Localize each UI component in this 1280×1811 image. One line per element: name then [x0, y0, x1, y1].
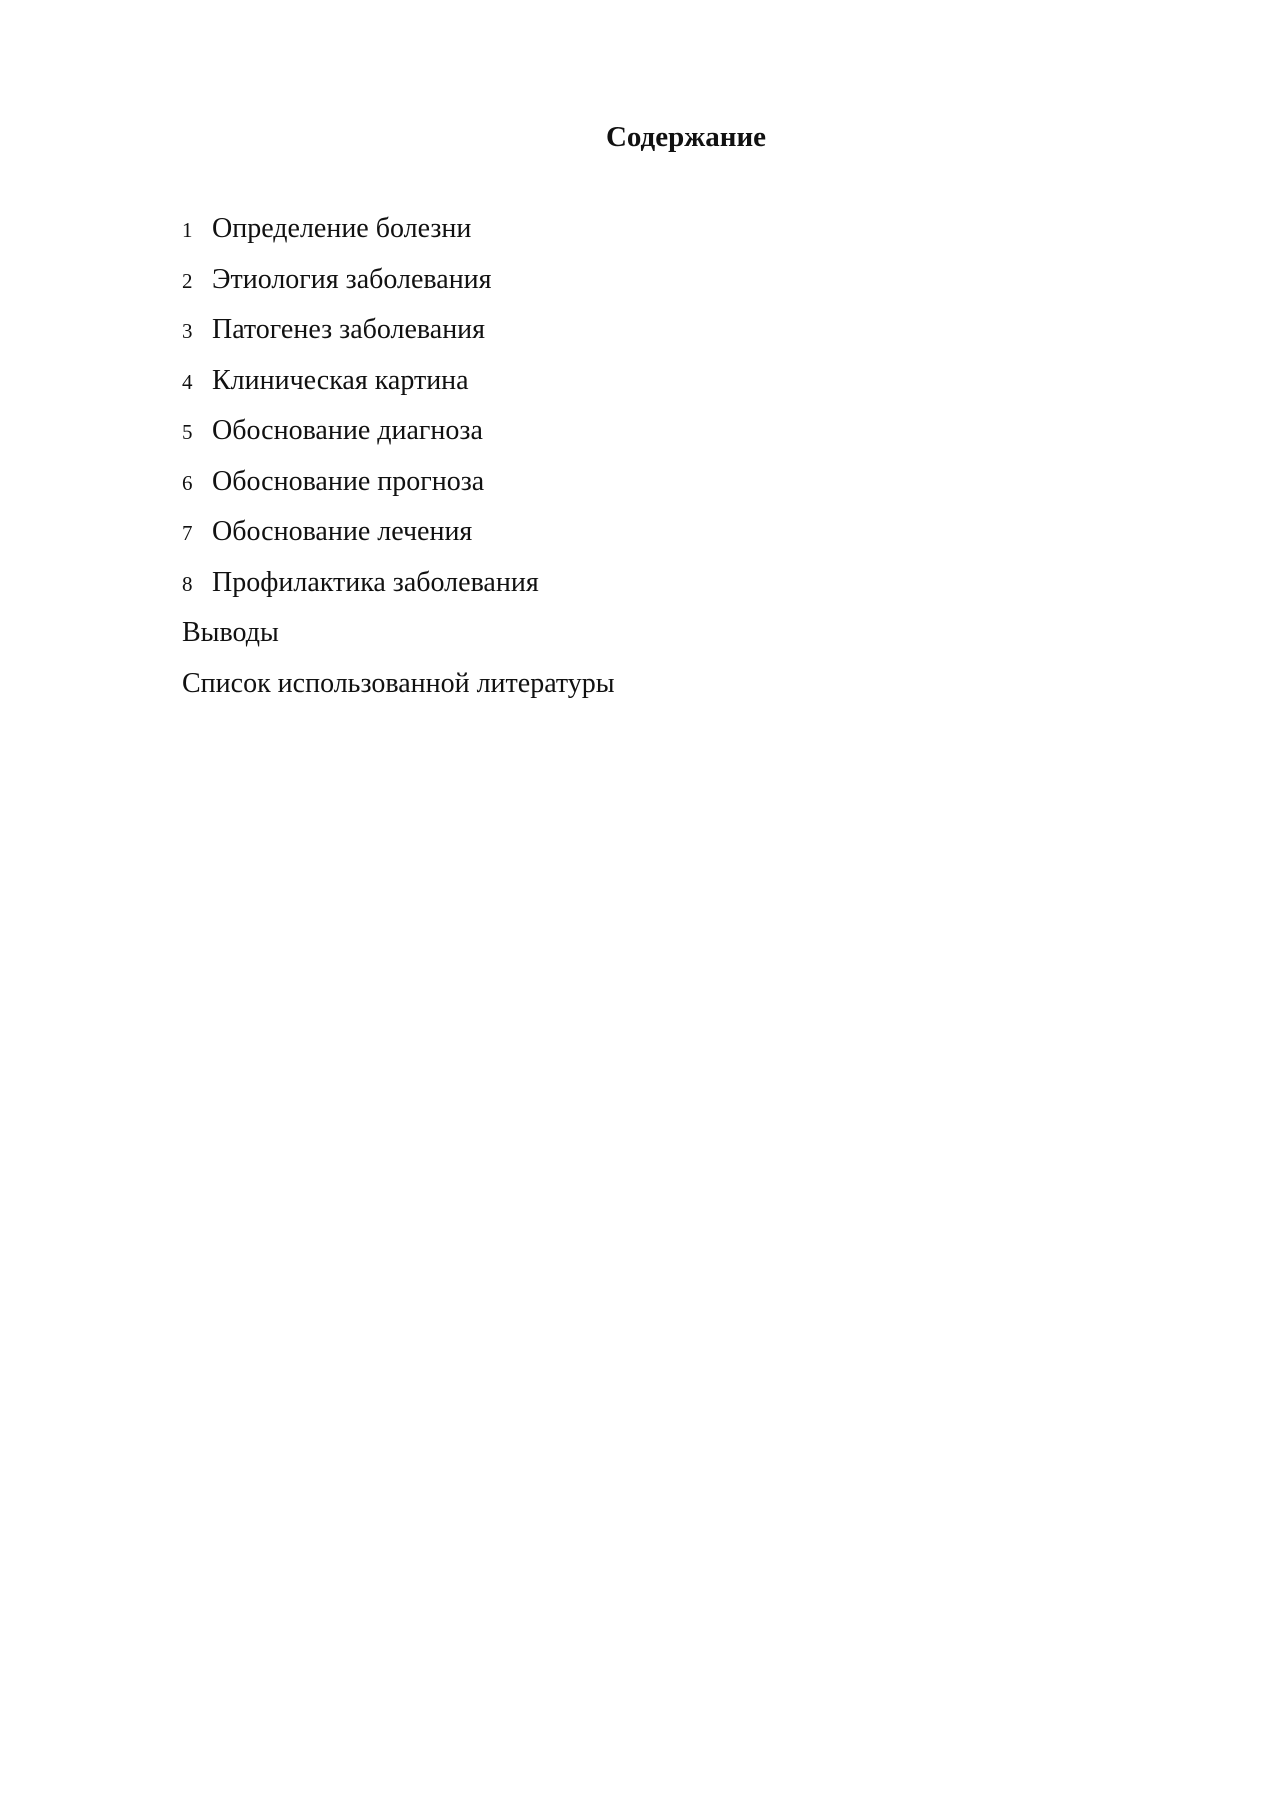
toc-item-text: Клиническая картина [212, 364, 469, 396]
toc-item-1 [182, 209, 615, 260]
toc-item-number: 3 [182, 319, 193, 343]
toc-item-number: 5 [182, 420, 193, 444]
toc-item-conclusions [182, 613, 615, 664]
toc-item-references [182, 664, 615, 715]
toc-item-6 [182, 462, 615, 513]
toc-item-4 [182, 361, 615, 412]
toc-item-7 [182, 512, 615, 563]
toc-item-3 [182, 310, 615, 361]
toc-item-number: 1 [182, 218, 193, 242]
toc-item-text: Определение болезни [212, 213, 472, 244]
toc-item-number: 4 [182, 369, 193, 394]
toc-item-text: Список использованной литературы [182, 667, 615, 699]
table-of-contents [182, 209, 615, 714]
toc-item-text: Обоснование прогноза [212, 465, 485, 497]
toc-item-8 [182, 563, 615, 614]
toc-item-text: Профилактика заболевания [212, 566, 539, 598]
toc-item-number: 2 [182, 268, 193, 293]
toc-item-text: Этиология заболевания [212, 263, 492, 295]
toc-item-text: Обоснование лечения [212, 516, 473, 547]
page-title: Содержание [605, 121, 767, 153]
toc-item-5 [182, 411, 615, 462]
toc-item-text: Выводы [182, 617, 279, 648]
toc-item-number: 6 [182, 470, 193, 495]
toc-item-text: Патогенез заболевания [212, 314, 486, 345]
toc-item-2 [182, 260, 615, 311]
toc-item-text: Обоснование диагноза [212, 415, 483, 446]
toc-item-number: 7 [182, 521, 193, 545]
toc-item-number: 8 [182, 571, 193, 596]
